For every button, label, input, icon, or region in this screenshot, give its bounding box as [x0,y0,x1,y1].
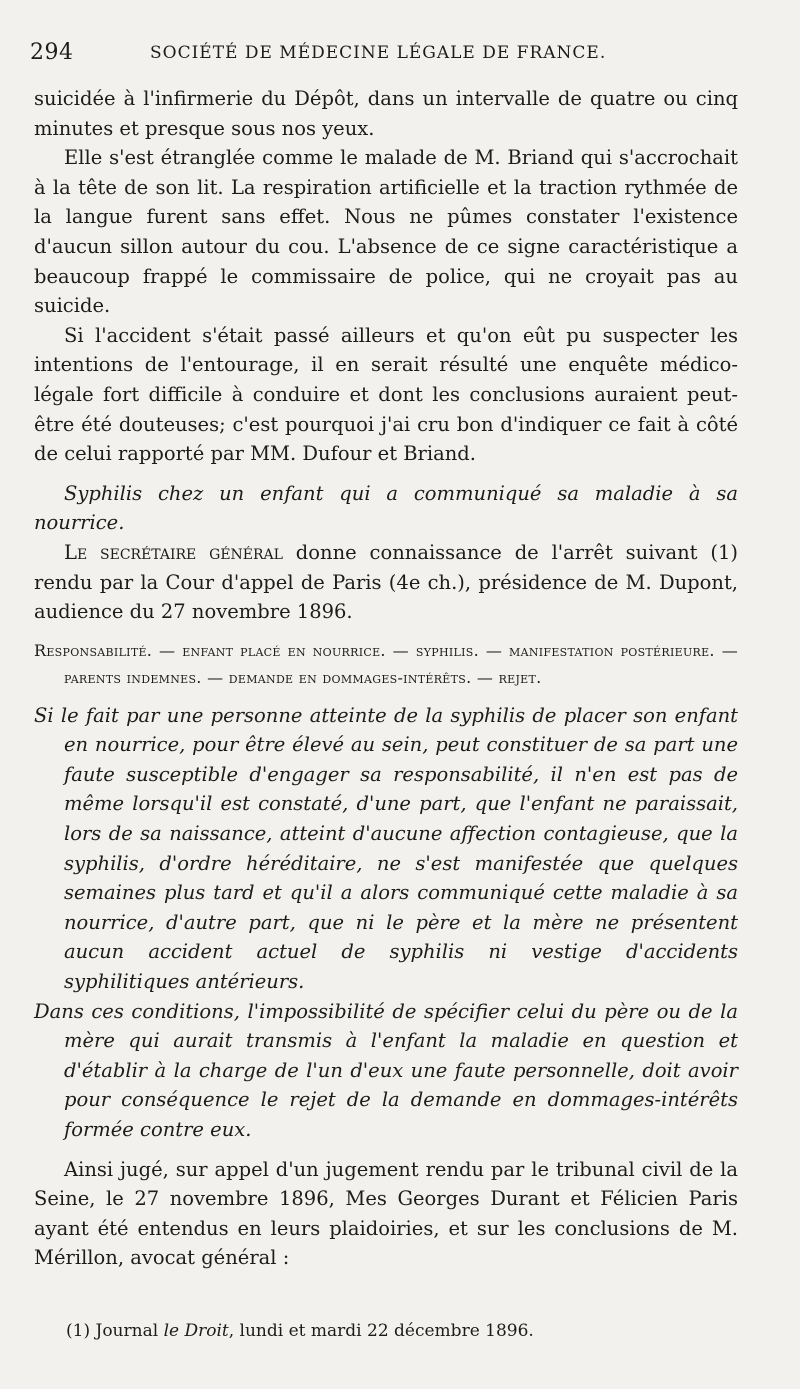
footnote-text-before: Journal [90,1321,164,1341]
page-body [34,84,738,1273]
section-title: Syphilis chez un enfant qui a communiqué sa maladie à sa nourrice. [34,481,738,535]
paragraph-continuation: suicidée à l'infirmerie du Dépôt, dans un intervalle de quatre ou cinq minutes et presque sous nos yeux. [34,87,738,140]
paragraph-judgment: Ainsi jugé, sur appel d'un jugement rendu par le tribunal civil de la Seine, le 27 novembre 1896, Mes Georges Durant et Félicien Paris ayant été entendus en leurs plaidoiries, et sur les conclusions de M. Mérillon, avocat général : [34,1157,738,1270]
page-number: 294 [30,40,74,65]
footnote-marker: (1) [66,1321,91,1341]
secretary-text: donne connaissance de l'arrêt suivant (1) rendu par la Cour d'appel de Paris (4e ch.), présidence de M. Dupont, audience du 27 novembre 1896. [34,540,738,624]
page-header [30,40,770,74]
running-title: SOCIÉTÉ DE MÉDECINE LÉGALE DE FRANCE. [150,43,607,63]
footnote-text-after: , lundi et mardi 22 décembre 1896. [228,1321,534,1341]
footnote [66,1321,534,1341]
paragraph-strangulation: Elle s'est étranglée comme le malade de M. Briand qui s'accrochait à la tête de son lit. La respiration artificielle et la traction rythmée de la langue furent sans effet. Nous ne pûmes constater l'existence d'aucun sillon autour du cou. L'absence de ce signe caractéristique a beaucoup frappé le commissaire de police, qui ne croyait pas au suicide. [34,146,738,318]
case-summary: Responsabilité. — enfant placé en nourrice. — syphilis. — manifestation postérieure. — parents indemnes. — demande en dommages-intérêts. — rejet. [34,640,738,687]
ruling-first: Si le fait par une personne atteinte de la syphilis de placer son enfant en nourrice, pour être élevé au sein, peut constituer de sa part une faute susceptible d'engager sa responsabilité, il n'en est pas de même lorsqu'il est constaté, d'une part, que l'enfant ne paraissait, lors de sa naissance, atteint d'aucune affection contagieuse, que la syphilis, d'ordre héréditaire, ne s'est manifestée que quelques semaines plus tard et qu'il a alors communiqué cette maladie à sa nourrice, d'autre part, que ni le père et la mère ne présentent aucun accident actuel de syphilis ni vestige d'accidents syphilitiques antérieurs. [34,703,738,994]
footnote-journal: le Droit [163,1321,229,1341]
ruling-second: Dans ces conditions, l'impossibilité de spécifier celui du père ou de la mère qui aurait transmis à l'enfant la maladie en question et d'établir à la charge de l'un d'eux une faute personnelle, doit avoir pour conséquence le rejet de la demande en dommages-intérêts formée contre eux. [34,999,738,1141]
paragraph-accident: Si l'accident s'était passé ailleurs et qu'on eût pu suspecter les intentions de l'entourage, il en serait résulté une enquête médico-légale fort difficile à conduire et dont les conclusions auraient peut-être été douteuses; c'est pourquoi j'ai cru bon d'indiquer ce fait à côté de celui rapporté par MM. Dufour et Briand. [34,323,738,466]
secretary-caps: Le secrétaire général [64,540,283,564]
paragraph-secretary [34,538,738,627]
